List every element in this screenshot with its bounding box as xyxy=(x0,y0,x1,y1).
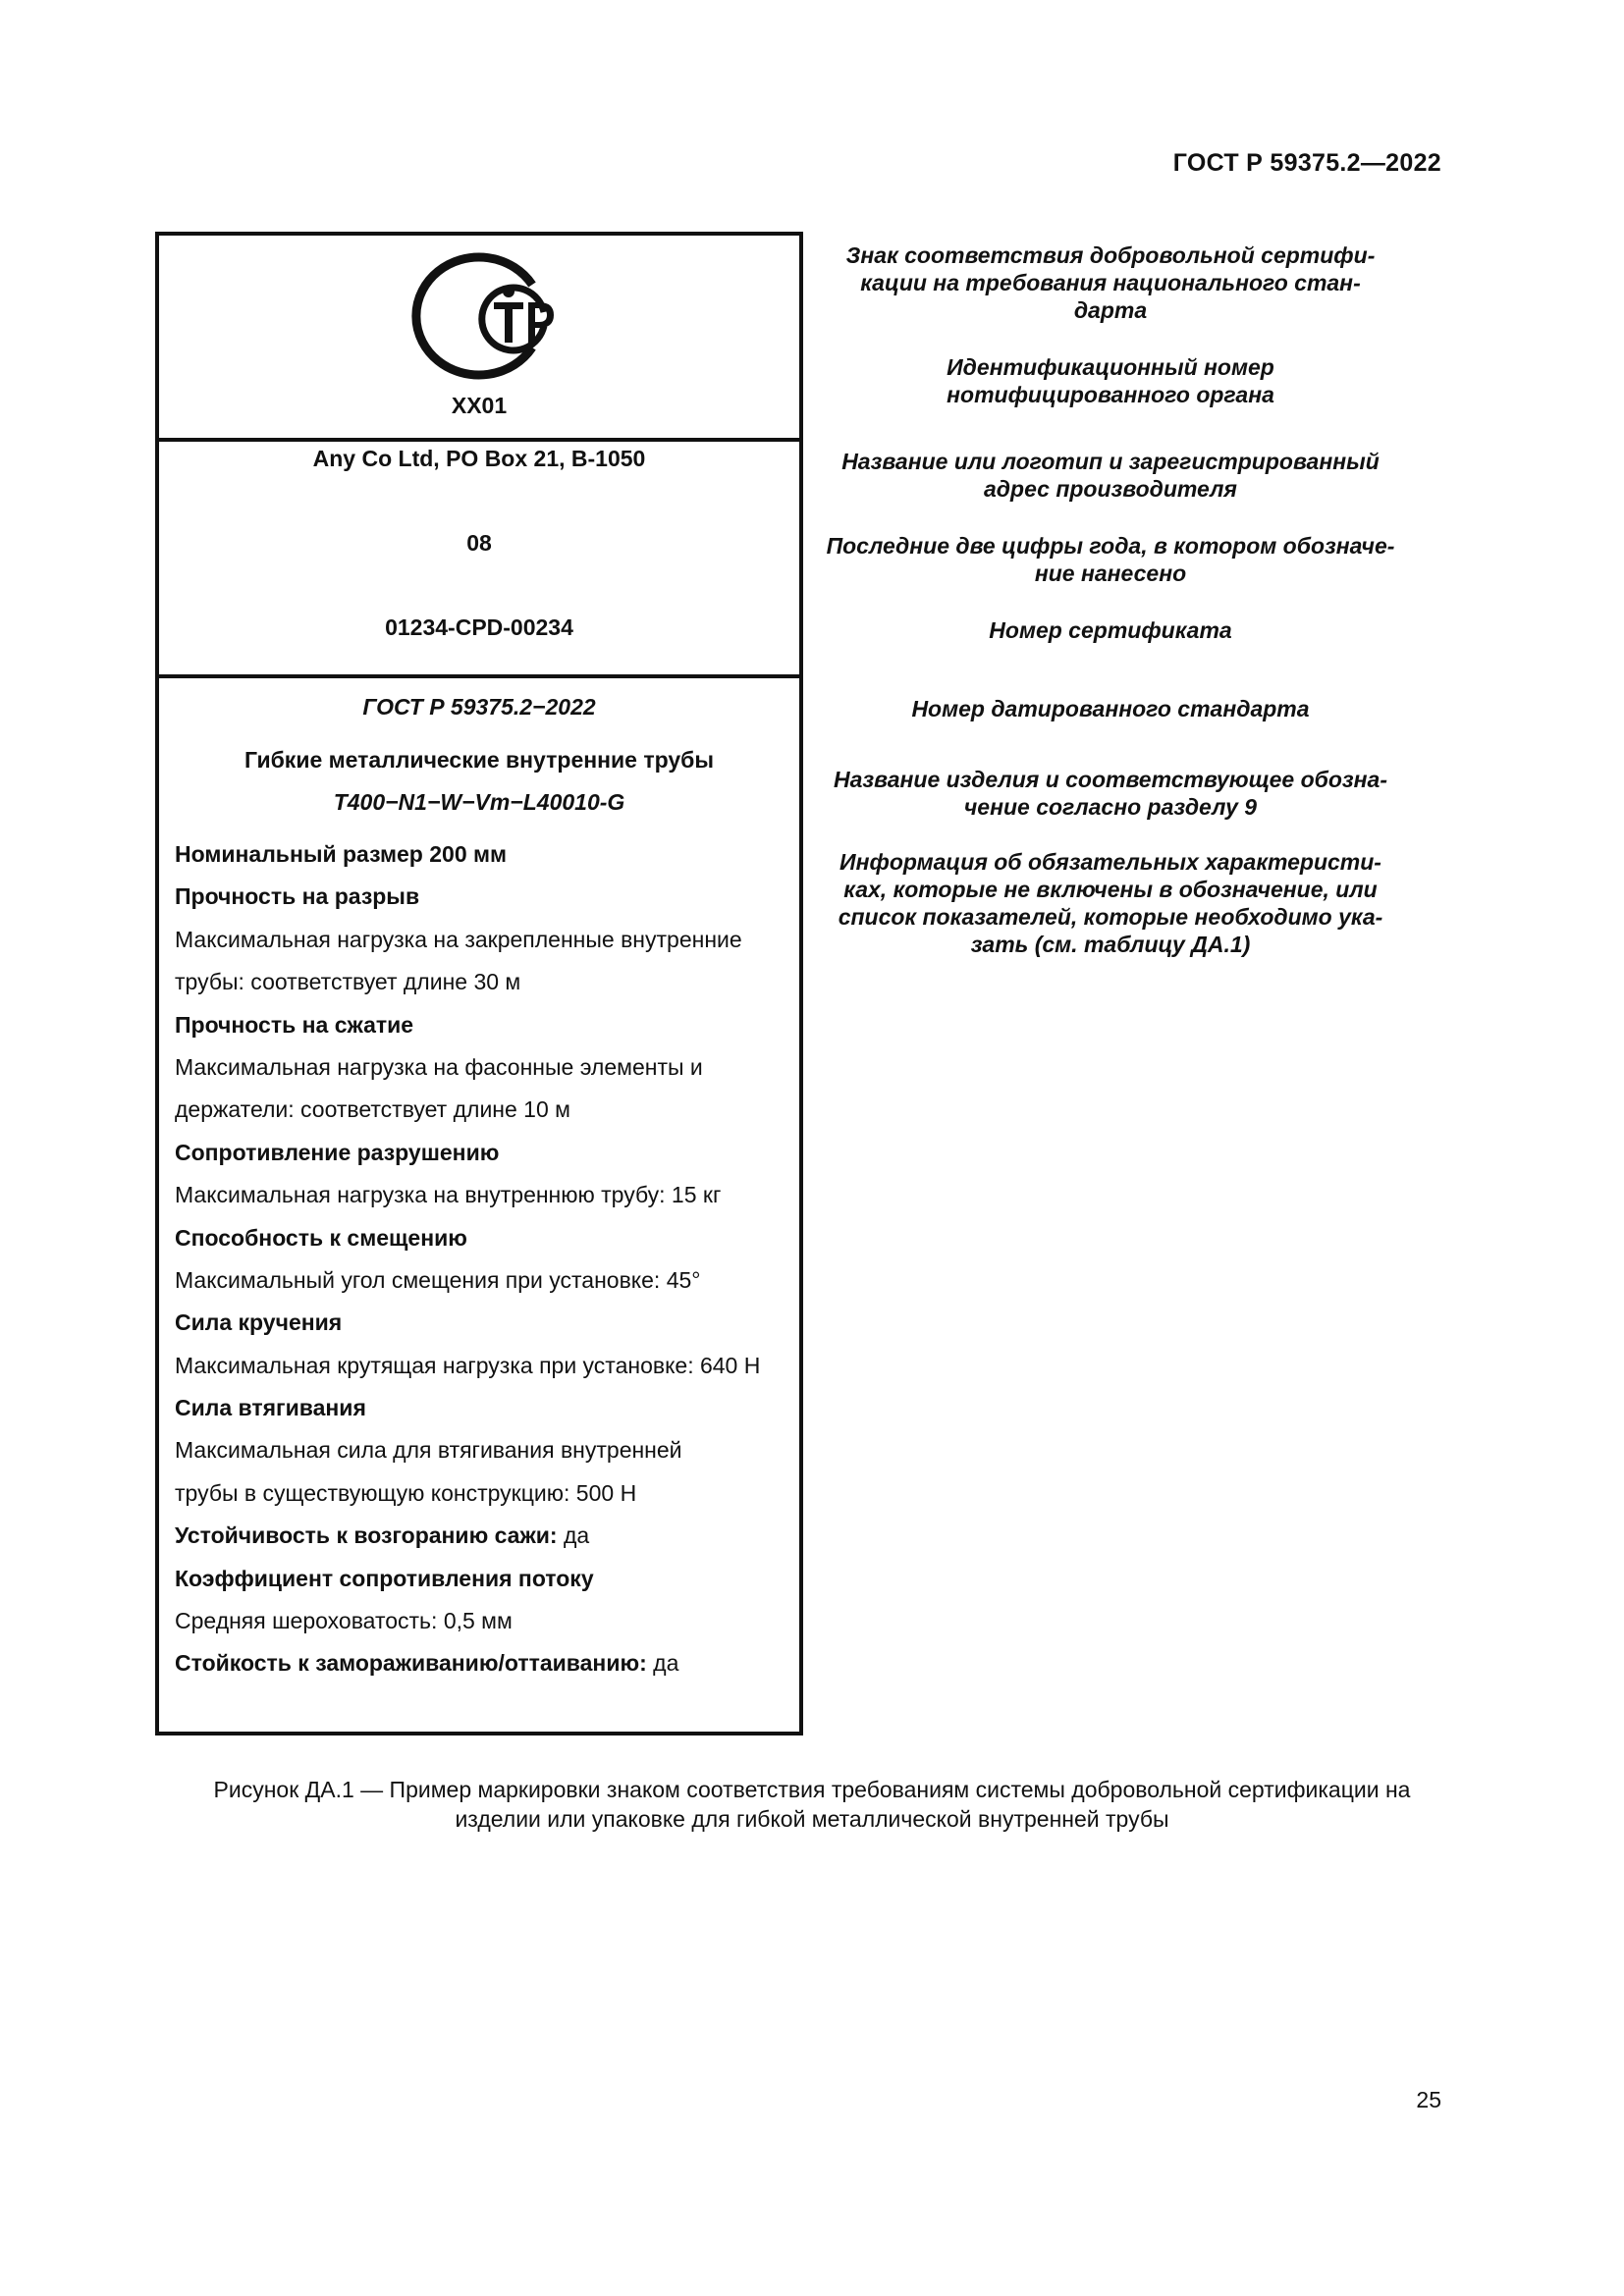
spec-value: да xyxy=(557,1522,590,1549)
note-certificate: Номер сертификата xyxy=(989,617,1232,643)
certificate-number: 01234-CPD-00234 xyxy=(385,614,573,640)
spec-text: Максимальная нагрузка на закрепленные внутренние xyxy=(175,926,742,952)
note-year: Последние две цифры года, в котором обозначе- ние нанесено xyxy=(826,533,1395,586)
manufacturer-section xyxy=(159,442,799,678)
spec-text: Максимальная крутящая нагрузка при установке: 640 Н xyxy=(175,1352,761,1378)
notified-body-id: XX01 xyxy=(451,393,508,418)
spec-text: Максимальный угол смещения при установке: 45° xyxy=(175,1266,701,1293)
spec-heading: Способность к смещению xyxy=(175,1224,467,1251)
spec-heading: Коэффициент сопротивления потоку xyxy=(175,1565,594,1591)
figure-caption: Рисунок ДА.1 — Пример маркировки знаком соответствия требованиям системы добровольной сертификации на изделии или упаковке для гибкой металлической внутренней трубы xyxy=(213,1777,1411,1832)
spec-text: Максимальная нагрузка на фасонные элементы и xyxy=(175,1053,703,1080)
spec-key: Стойкость к замораживанию/оттаиванию: xyxy=(175,1650,647,1677)
spec-text: держатели: соответствует длине 10 м xyxy=(175,1096,570,1123)
product-designation: T400−N1−W−Vm−L40010-G xyxy=(333,789,625,815)
spec-inline-line xyxy=(175,1515,793,1557)
marking-label xyxy=(155,232,803,1735)
characteristics-list xyxy=(175,833,793,1685)
note-certification-mark: Знак соответствия добровольной сертифи- кации на требования национального стан- дарта xyxy=(845,242,1376,323)
product-name: Гибкие металлические внутренние трубы xyxy=(244,747,714,773)
spec-heading: Сопротивление разрушению xyxy=(175,1139,500,1165)
manufacturer-address: Any Co Ltd, PO Box 21, B-1050 xyxy=(312,446,646,471)
spec-heading: Номинальный размер 200 мм xyxy=(175,841,508,867)
note-characteristics: Информация об обязательных характеристи- ках, которые не включены в обозначение, или список показателей, которые необходимо ука- зать (см. таблицу ДА.1) xyxy=(838,849,1383,957)
note-product: Название изделия и соответствующее обозна- чение согласно разделу 9 xyxy=(833,767,1387,820)
standard-reference: ГОСТ Р 59375.2−2022 xyxy=(362,694,596,720)
spec-heading: Прочность на разрыв xyxy=(175,883,420,910)
spec-key: Устойчивость к возгоранию сажи: xyxy=(175,1522,558,1549)
spec-heading: Сила кручения xyxy=(175,1309,343,1336)
spec-value: да xyxy=(646,1650,679,1677)
spec-inline-line xyxy=(175,1642,793,1684)
certification-mark-section xyxy=(159,236,799,442)
document-header: ГОСТ Р 59375.2—2022 xyxy=(1172,149,1441,177)
spec-text: Максимальная сила для втягивания внутренней xyxy=(175,1437,682,1464)
year-digits: 08 xyxy=(466,530,492,556)
certification-mark-logo xyxy=(395,249,571,383)
spec-heading: Сила втягивания xyxy=(175,1395,366,1421)
spec-text: трубы в существующую конструкцию: 500 Н xyxy=(175,1479,637,1506)
spec-text: трубы: соответствует длине 30 м xyxy=(175,969,521,995)
spec-heading: Прочность на сжатие xyxy=(175,1011,414,1038)
note-notified-body: Идентификационный номер нотифицированного органа xyxy=(947,354,1274,407)
spec-text: Средняя шероховатость: 0,5 мм xyxy=(175,1608,513,1634)
note-standard: Номер датированного стандарта xyxy=(911,696,1310,721)
page-number: 25 xyxy=(1416,2087,1441,2112)
product-spec-section xyxy=(159,678,799,1732)
spec-text: Максимальная нагрузка на внутреннюю трубу: 15 кг xyxy=(175,1182,722,1208)
note-manufacturer: Название или логотип и зарегистрированный адрес производителя xyxy=(841,449,1380,502)
